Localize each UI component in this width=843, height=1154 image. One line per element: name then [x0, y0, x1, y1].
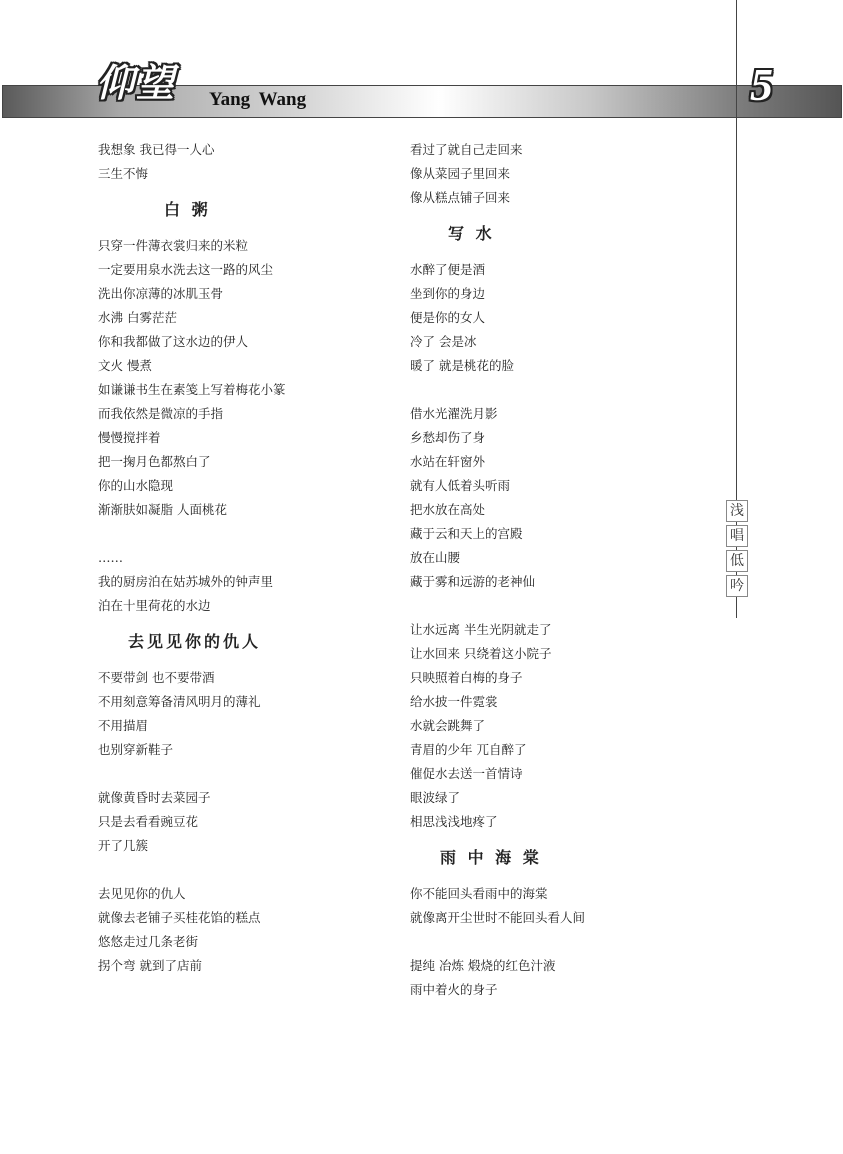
section-side-tab — [726, 500, 748, 600]
poem-line: 水就会跳舞了 — [410, 718, 486, 733]
poem-line: 洗出你凉薄的冰肌玉骨 — [98, 286, 224, 301]
poem-line: 你不能回头看雨中的海棠 — [410, 886, 548, 901]
stanza-gap — [410, 594, 710, 618]
page-number: 5 — [750, 59, 773, 110]
poem-line: 一定要用泉水洗去这一路的风尘 — [98, 262, 274, 277]
poem-line: 三生不悔 — [98, 166, 149, 181]
poem-line: 像从菜园子里回来 — [410, 166, 511, 181]
poem-title: 写 水 — [448, 224, 495, 243]
poem-line: 去见见你的仇人 — [98, 886, 186, 901]
poem-line: 渐渐肤如凝脂 人面桃花 — [98, 502, 227, 517]
poem-line: 借水光濯洗月影 — [410, 406, 498, 421]
poem-title: 白 粥 — [164, 200, 211, 219]
poem-line: 你和我都做了这水边的伊人 — [98, 334, 249, 349]
poem-line: 不用描眉 — [98, 718, 149, 733]
poem-line: 眼波绿了 — [410, 790, 461, 805]
poem-line: 不要带剑 也不要带酒 — [98, 670, 215, 685]
poem-line: 就像黄昏时去菜园子 — [98, 790, 211, 805]
poem-line: 而我依然是微凉的手指 — [98, 406, 224, 421]
side-tab-char: 浅 — [726, 500, 748, 522]
poem-line: 我的厨房泊在姑苏城外的钟声里 — [98, 574, 274, 589]
poem-line: 冷了 会是冰 — [410, 334, 477, 349]
poem-line: 青眉的少年 兀自醉了 — [410, 742, 527, 757]
poem-line: 提纯 冶炼 煅烧的红色汁液 — [410, 958, 556, 973]
side-tab-char: 唱 — [726, 525, 748, 547]
left-poem-column — [98, 138, 398, 978]
poem-line: 你的山水隐现 — [98, 478, 174, 493]
poem-line: 不用刻意筹备清风明月的薄礼 — [98, 694, 261, 709]
poem-line: 看过了就自己走回来 — [410, 142, 523, 157]
poem-line: 相思浅浅地疼了 — [410, 814, 498, 829]
poem-line: 便是你的女人 — [410, 310, 486, 325]
stanza-gap — [98, 858, 398, 882]
side-tab-char: 吟 — [726, 575, 748, 597]
poem-line: 雨中着火的身子 — [410, 982, 498, 997]
side-tab-char: 低 — [726, 550, 748, 572]
poem-line: 就有人低着头听雨 — [410, 478, 511, 493]
magazine-title-chinese: 仰望 — [96, 61, 177, 105]
poem-line: 给水披一件霓裳 — [410, 694, 498, 709]
poem-line: 水站在轩窗外 — [410, 454, 486, 469]
magazine-title-english: Yang Wang — [209, 89, 307, 110]
poem-line: 让水回来 只绕着这小院子 — [410, 646, 552, 661]
poem-line: 坐到你的身边 — [410, 286, 486, 301]
stanza-gap — [98, 522, 398, 546]
poem-line: 水醉了便是酒 — [410, 262, 486, 277]
poem-line: 慢慢搅拌着 — [98, 430, 161, 445]
poem-line: 我想象 我已得一人心 — [98, 142, 215, 157]
poem-line: 只映照着白梅的身子 — [410, 670, 523, 685]
poem-line: 开了几簇 — [98, 838, 149, 853]
poem-line: 放在山腰 — [410, 550, 461, 565]
right-poem-column — [410, 138, 710, 1002]
poem-line: 暖了 就是桃花的脸 — [410, 358, 514, 373]
poem-line: 也别穿新鞋子 — [98, 742, 174, 757]
poem-line: 让水远离 半生光阴就走了 — [410, 622, 552, 637]
poem-line: 藏于云和天上的宫殿 — [410, 526, 523, 541]
poem-line: …… — [98, 550, 123, 565]
poem-line: 泊在十里荷花的水边 — [98, 598, 211, 613]
poem-line: 把一掬月色都熬白了 — [98, 454, 211, 469]
poem-line: 悠悠走过几条老街 — [98, 934, 199, 949]
stanza-gap — [410, 930, 710, 954]
poem-line: 就像离开尘世时不能回头看人间 — [410, 910, 586, 925]
poem-line: 文火 慢煮 — [98, 358, 152, 373]
poem-title: 雨 中 海 棠 — [440, 848, 542, 867]
poem-line: 只是去看看豌豆花 — [98, 814, 199, 829]
poem-line: 把水放在高处 — [410, 502, 486, 517]
poem-line: 乡愁却伤了身 — [410, 430, 486, 445]
poem-line: 水沸 白雾茫茫 — [98, 310, 177, 325]
poem-line: 催促水去送一首情诗 — [410, 766, 523, 781]
stanza-gap — [410, 378, 710, 402]
stanza-gap — [98, 762, 398, 786]
poem-line: 只穿一件薄衣裳归来的米粒 — [98, 238, 249, 253]
poem-line: 拐个弯 就到了店前 — [98, 958, 202, 973]
poem-line: 藏于雾和远游的老神仙 — [410, 574, 536, 589]
poem-line: 就像去老铺子买桂花馅的糕点 — [98, 910, 261, 925]
poem-line: 像从糕点铺子回来 — [410, 190, 511, 205]
poem-title: 去见见你的仇人 — [128, 632, 262, 651]
poem-line: 如谦谦书生在素笺上写着梅花小篆 — [98, 382, 286, 397]
